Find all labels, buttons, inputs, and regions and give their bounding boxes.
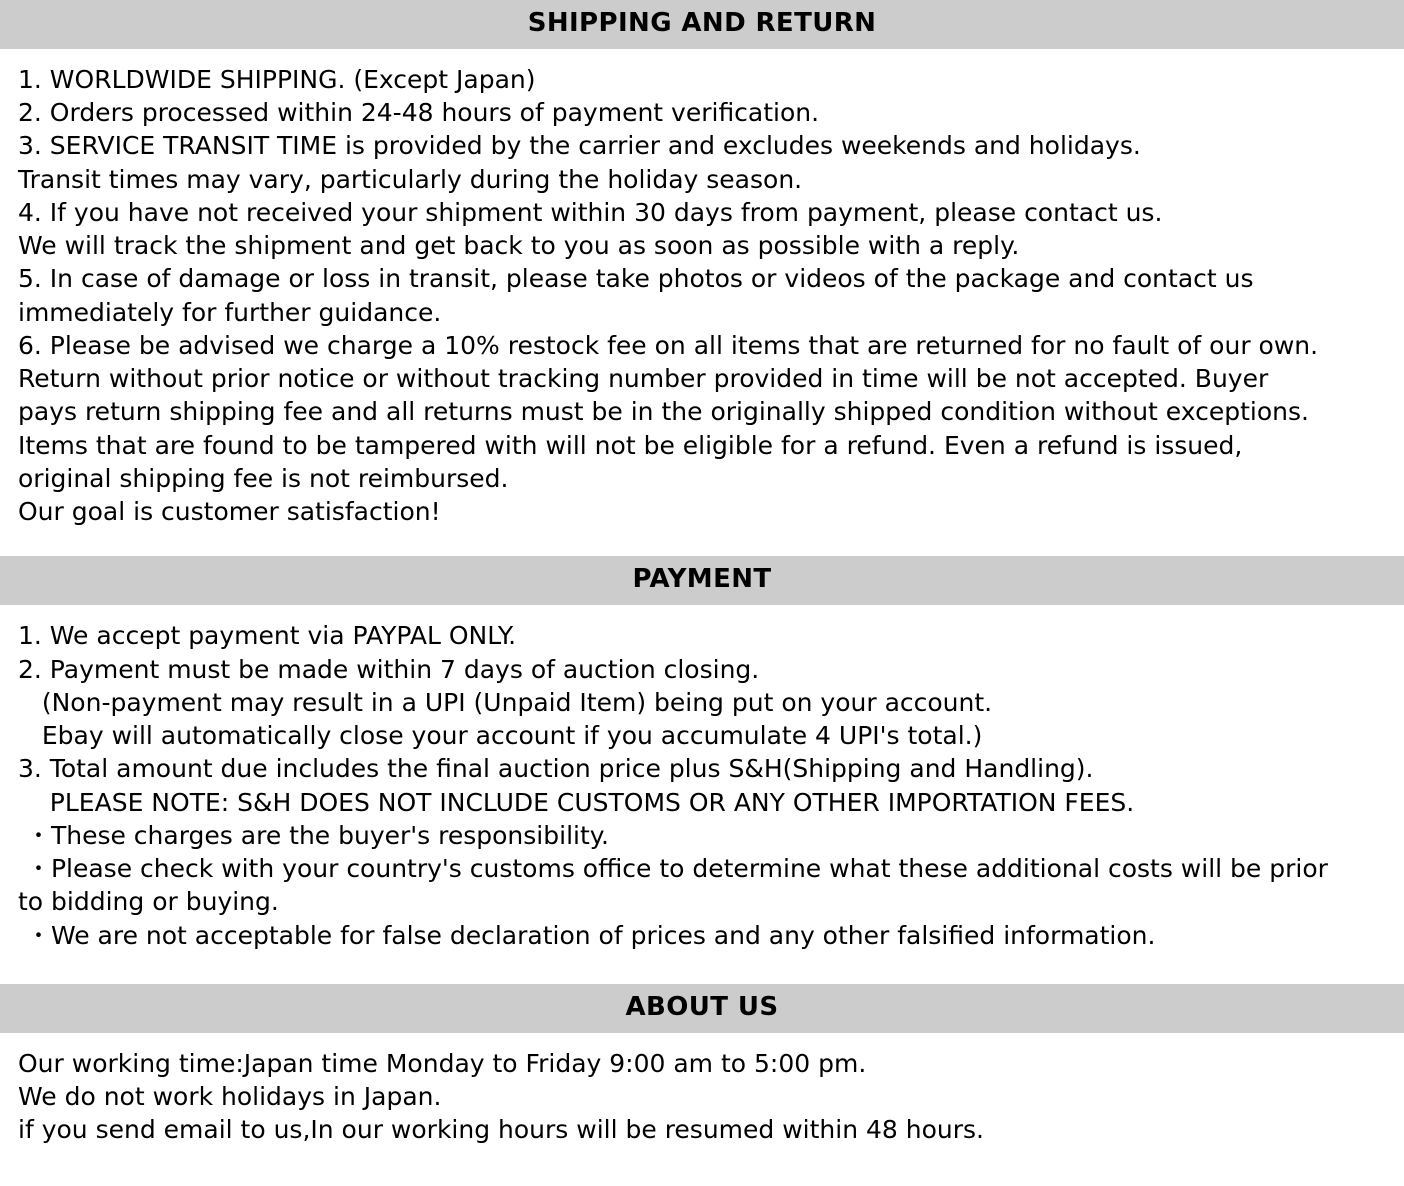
section-header-shipping-and-return: SHIPPING AND RETURN: [0, 0, 1404, 49]
policy-line: Transit times may vary, particularly during the holiday season.: [18, 164, 803, 194]
policy-line: 1. WORLDWIDE SHIPPING. (Except Japan): [18, 64, 536, 94]
policy-line: 2. Orders processed within 24-48 hours of payment verification.: [18, 98, 820, 128]
section-divider-spacer: [0, 542, 1404, 556]
policy-line: 1. We accept payment via PAYPAL ONLY.: [18, 621, 517, 651]
policy-line: original shipping fee is not reimbursed.: [18, 463, 509, 493]
section-body-about-us: [0, 1033, 1404, 1161]
policy-line: immediately for further guidance.: [18, 297, 442, 327]
policy-line: Our goal is customer satisfaction!: [18, 497, 441, 527]
policy-line: ・We are not acceptable for false declaration of prices and any other falsified information.: [18, 920, 1156, 950]
policy-line: 4. If you have not received your shipment within 30 days from payment, please contact us.: [18, 197, 1163, 227]
policy-line: Return without prior notice or without tracking number provided in time will be not accepted. Buyer: [18, 364, 1269, 394]
policy-line: to bidding or buying.: [18, 887, 279, 917]
section-header-about-us: ABOUT US: [0, 984, 1404, 1033]
policy-line: PLEASE NOTE: S&H DOES NOT INCLUDE CUSTOMS OR ANY OTHER IMPORTATION FEES.: [18, 787, 1135, 817]
policy-line: ・These charges are the buyer's responsibility.: [18, 820, 609, 850]
policy-line: (Non-payment may result in a UPI (Unpaid Item) being put on your account.: [18, 687, 993, 717]
policy-line: Ebay will automatically close your account if you accumulate 4 UPI's total.): [18, 721, 983, 751]
policy-line: pays return shipping fee and all returns must be in the originally shipped condition without exceptions.: [18, 397, 1309, 427]
policy-line: 3. Total amount due includes the final auction price plus S&H(Shipping and Handling).: [18, 754, 1094, 784]
policy-line: Items that are found to be tampered with will not be eligible for a refund. Even a refund is issued,: [18, 430, 1243, 460]
policy-line: 6. Please be advised we charge a 10% restock fee on all items that are returned for no fault of our own.: [18, 330, 1319, 360]
section-body-shipping-and-return: [0, 49, 1404, 543]
section-body-payment: [0, 605, 1404, 966]
policy-line: 2. Payment must be made within 7 days of auction closing.: [18, 654, 760, 684]
section-header-payment: PAYMENT: [0, 556, 1404, 605]
policy-line: 5. In case of damage or loss in transit, please take photos or videos of the package and contact us: [18, 264, 1254, 294]
policy-line: 3. SERVICE TRANSIT TIME is provided by the carrier and excludes weekends and holidays.: [18, 131, 1141, 161]
page-bottom-spacer: [0, 1160, 1404, 1186]
policy-line: We do not work holidays in Japan.: [18, 1081, 442, 1111]
policy-line: We will track the shipment and get back to you as soon as possible with a reply.: [18, 231, 1020, 261]
policy-line: ・Please check with your country's customs office to determine what these additional costs will be prior: [18, 854, 1328, 884]
section-divider-spacer: [0, 966, 1404, 984]
policy-line: if you send email to us,In our working hours will be resumed within 48 hours.: [18, 1115, 984, 1145]
policy-line: Our working time:Japan time Monday to Friday 9:00 am to 5:00 pm.: [18, 1048, 867, 1078]
